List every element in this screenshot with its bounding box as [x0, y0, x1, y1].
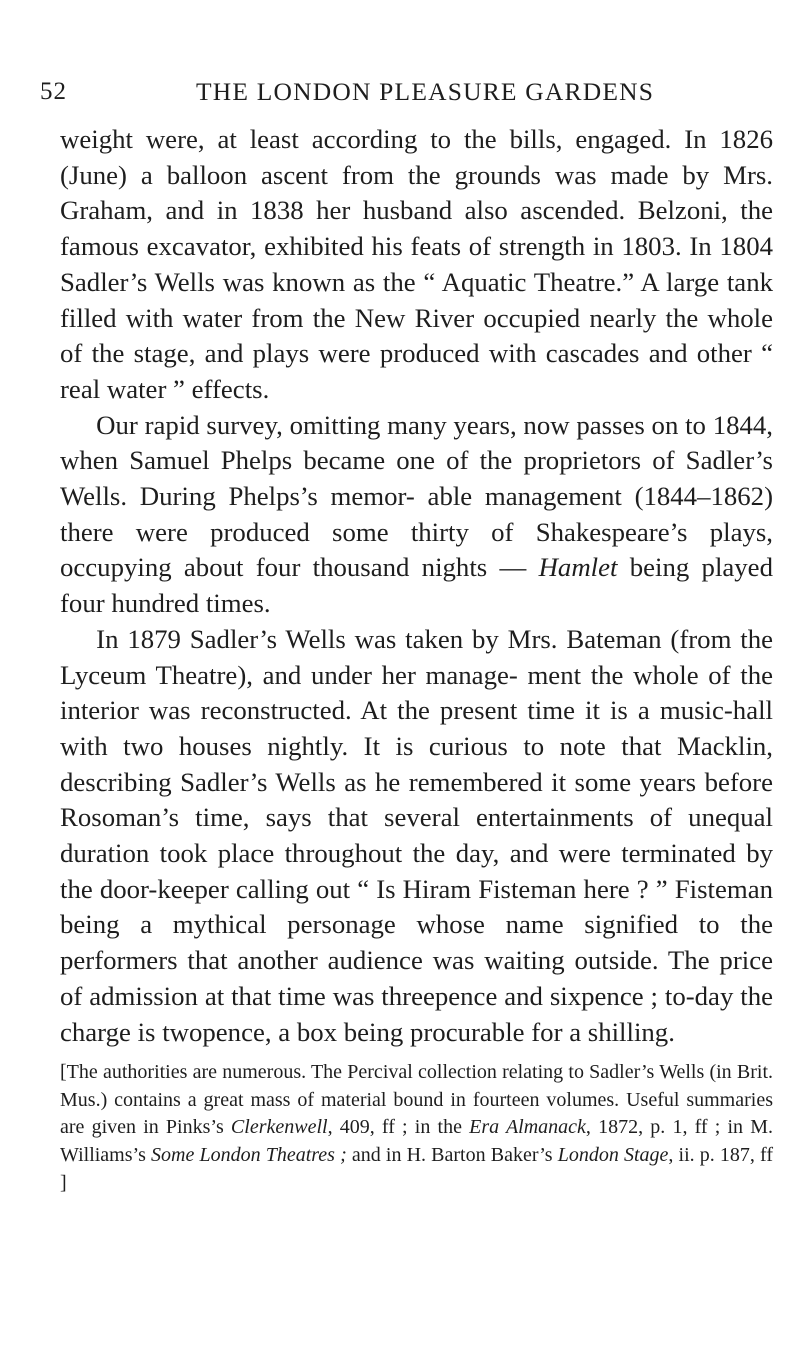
note-text-2: , 409, ff ; in the — [327, 1116, 470, 1139]
note-italic-some-london-theatres: Some London Theatres ; — [151, 1144, 347, 1167]
paragraph-bateman: In 1879 Sadler’s Wells was taken by Mrs. Bateman (from the Lyceum Theatre), and under her manage- ment the whole of the interior was reconstructed. At the present time it is a music-hall with two houses nightly. It is curious to note that Macklin, describing Sadler’s Wells as he remembered it some years before Rosoman’s time, says that several entertainments of unequal duration took place throughout the day, and were terminated by the door-keeper calling out “ Is Hiram Fisteman here ? ” Fisteman being a mythical personage whose name signified to the performers that another audience was waiting outside. The price of admission at that time was threepence and sixpence ; to-day the charge is twopence, a box being procurable for a shilling. — [60, 623, 773, 1047]
page-number: 52 — [40, 78, 67, 105]
paragraph-continued: weight were, at least according to the bills, engaged. In 1826 (June) a balloon ascent from the grounds was made by Mrs. Graham, and in 1838 her husband also ascended. Belzoni, the famous excavator, exhibited his feats of strength in 1803. In 1804 Sadler’s Wells was known as the “ Aquatic Theatre.” A large tank filled with water from the New River occupied nearly the whole of the stage, and plays were produced with cascades and other “ real water ” effects. — [60, 124, 773, 404]
note-text-3: , 1872, p. 1, ff ; in M. Williams’s — [60, 1116, 774, 1167]
note-text-4: and in H. Barton Baker’s — [346, 1144, 558, 1167]
paragraph-phelps-text: Our rapid survey, omitting many years, now passes on to 1844, when Samuel Phelps became one of the proprietors of Sadler’s Wells. During Phelps’s memor- able management (1844–1862) there were produced some thirty of Shakespeare’s plays, occupying about four thousand nights — — [60, 409, 773, 583]
note-italic-era-almanack: Era Almanack — [469, 1116, 586, 1139]
note-text-5: , ii. p. 187, ff ] — [60, 1144, 774, 1194]
main-text — [60, 122, 773, 1050]
running-title: THE LONDON PLEASURE GARDENS — [196, 77, 655, 106]
running-head — [0, 74, 800, 110]
note-text-1: [The authorities are numerous. The Percival collection relating to Sadler’s Wells (in Brit. Mus.) contains a great mass of material bound in fourteen volumes. Useful summaries are given in Pinks’s — [60, 1061, 773, 1139]
note-italic-clerkenwell: Clerkenwell — [230, 1116, 328, 1139]
paragraph-phelps-end: being played four hundred times. — [60, 552, 773, 619]
bibliographic-note — [60, 1059, 773, 1198]
italic-hamlet: Hamlet — [538, 552, 618, 583]
note-italic-london-stage: London Stage — [557, 1144, 669, 1167]
paragraph-phelps — [60, 408, 773, 622]
